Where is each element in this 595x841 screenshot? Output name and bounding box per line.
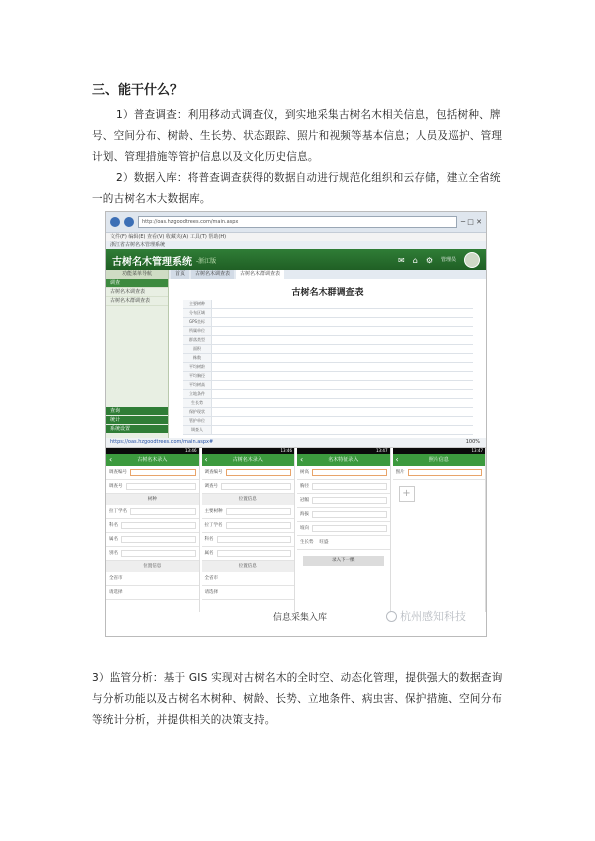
sidebar-item-settings: 系统设置 — [106, 425, 168, 433]
phone-time: 13:47 — [297, 448, 390, 454]
home-icon: ⌂ — [412, 255, 418, 265]
select-field: 全省市 — [202, 572, 295, 586]
phone-time: 13:47 — [393, 448, 486, 454]
phone-screen-3 — [297, 448, 391, 612]
status-url: https://oas.hzgoodtrees.com/main.aspx# — [110, 439, 214, 445]
select-field: 全省市 — [106, 572, 199, 586]
banner-icons — [398, 252, 480, 268]
phone-title: 名木特征录入 — [328, 457, 359, 463]
app-title: 古树名木管理系统 — [112, 256, 192, 268]
phone-title: 古树名木录入 — [232, 457, 263, 463]
mail-icon: ✉ — [398, 255, 405, 265]
phone-title: 照片信息 — [428, 457, 449, 463]
form-row: 管护单位 — [183, 417, 473, 426]
list-item: 树高 — [297, 466, 390, 480]
figure-caption: 信息采集入库 — [273, 613, 328, 623]
zoom-level: 100% — [465, 439, 480, 445]
main-tabs — [169, 270, 486, 279]
phone-time: 13:46 — [202, 448, 295, 454]
watermark-text: 杭州感知科技 — [400, 610, 466, 623]
app-body — [106, 270, 486, 438]
section-header: 树种 — [106, 494, 199, 505]
form-row: 面积 — [183, 345, 473, 354]
list-item: 拉丁学名 — [202, 519, 295, 533]
form-row: 生长势 — [183, 399, 473, 408]
list-item: 拉丁学名 — [106, 505, 199, 519]
select-field: 请选择 — [106, 586, 199, 600]
paragraph-survey: 1）普查调查：利用移动式调查仪，到实地采集古树名木相关信息，包括树种、牌号、空间分布、树龄、生长势、状态跟踪、照片和视频等基本信息；人员及巡护、管理计划、管理措施等管护信息以及文化历史信息。 — [92, 109, 503, 163]
phone-screen-2 — [202, 448, 296, 612]
list-item: 胸径 — [297, 480, 390, 494]
window-controls-icon: ─ □ ✕ — [460, 218, 482, 226]
form-row: 调查人 — [183, 426, 473, 435]
list-item: 冠幅 — [297, 494, 390, 508]
form-row: 主要树种 — [183, 300, 473, 309]
form-row: 所属单位 — [183, 327, 473, 336]
phone-screen-4 — [393, 448, 487, 612]
app-subtitle: -浙江版 — [196, 257, 217, 265]
back-icon: ‹ — [300, 455, 304, 464]
section-header: 位置信息 — [106, 561, 199, 572]
mobile-screens — [106, 448, 486, 612]
list-item: 主要树种 — [202, 505, 295, 519]
tab-home: 首页 — [171, 270, 189, 279]
browser-status-bar — [106, 438, 486, 447]
paragraph-monitoring: 3）监管分析：基于 GIS 实现对古树名木的全时空、动态化管理，提供强大的数据查询与分析功能以及古树名木树种、树龄、长势、立地条件、病虫害、保护措施、空间分布等统计分析，并提供相关的决策支持。 — [92, 672, 503, 726]
section-heading: 三、能干什么？ — [92, 83, 184, 98]
gear-icon: ⚙ — [425, 255, 433, 265]
sidebar — [106, 270, 169, 438]
list-item: 生长势 旺盛 — [297, 536, 390, 550]
form-row: 株数 — [183, 354, 473, 363]
forward-icon — [124, 217, 134, 227]
browser-toolbar — [106, 212, 486, 233]
browser-menu: 文件(F) 编辑(E) 查看(V) 收藏夹(A) 工具(T) 帮助(H) — [106, 233, 486, 241]
phone-header — [106, 454, 199, 466]
main-panel — [169, 270, 486, 438]
form-title: 古树名木群调查表 — [291, 288, 364, 298]
user-name: 管理员 — [440, 257, 456, 263]
tab-tree-survey: 古树名木调查表 — [191, 270, 234, 279]
list-item: 调查号 — [106, 480, 199, 494]
growth-select: 旺盛 — [319, 540, 329, 545]
list-item: 坡向 — [297, 522, 390, 536]
sidebar-item-statistics: 统计 — [106, 416, 168, 424]
list-item: 调查编号 — [202, 466, 295, 480]
browser-tab: 浙江省古树名木管理系统 — [106, 241, 486, 249]
form-row: 分布区域 — [183, 309, 473, 318]
back-icon: ‹ — [109, 455, 113, 464]
form-row: 保护现状 — [183, 408, 473, 417]
form-row: GPS坐标 — [183, 318, 473, 327]
phone-header — [393, 454, 486, 466]
list-item: 属名 — [202, 547, 295, 561]
paragraph-data-storage: 2）数据入库：将普查调查获得的数据自动进行规范化组织和云存储，建立全省统一的古树名木大数据库。 — [92, 172, 501, 205]
form-row: 立地条件 — [183, 390, 473, 399]
next-record-button: 录入下一棵 — [303, 556, 384, 566]
watermark-logo-icon — [386, 611, 397, 622]
list-item: 图片 — [393, 466, 486, 480]
section-header: 位置信息 — [202, 494, 295, 505]
app-banner — [106, 249, 486, 271]
system-screenshot — [105, 211, 487, 637]
sidebar-head: 功能菜单导航 — [106, 270, 168, 279]
sidebar-item-tree-survey: 古树名木调查表 — [106, 288, 168, 297]
sidebar-item-survey: 调查 — [106, 279, 168, 288]
watermark — [386, 608, 466, 624]
phone-header — [297, 454, 390, 466]
form-row: 平均树龄 — [183, 363, 473, 372]
add-photo-icon: + — [399, 486, 415, 502]
form-row: 群落类型 — [183, 336, 473, 345]
phone-header — [202, 454, 295, 466]
desktop-window — [106, 212, 486, 448]
back-icon: ‹ — [204, 455, 208, 464]
form-row: 平均胸径 — [183, 372, 473, 381]
avatar — [464, 252, 480, 268]
form-row: 平均树高 — [183, 381, 473, 390]
sidebar-item-query: 查询 — [106, 407, 168, 415]
list-item: 调查编号 — [106, 466, 199, 480]
list-item: 调查号 — [202, 480, 295, 494]
tab-group-survey: 古树名木群调查表 — [236, 270, 284, 279]
list-item: 科名 — [202, 533, 295, 547]
select-field: 请选择 — [202, 586, 295, 600]
survey-form — [183, 300, 473, 430]
phone-screen-1 — [106, 448, 200, 612]
back-icon — [110, 217, 120, 227]
section-header: 位置信息 — [202, 561, 295, 572]
list-item: 科名 — [106, 519, 199, 533]
address-bar: http://oas.hzgoodtrees.com/main.aspx — [138, 216, 457, 228]
phone-time: 13:46 — [106, 448, 199, 454]
list-item: 海拔 — [297, 508, 390, 522]
list-item: 属名 — [106, 533, 199, 547]
list-item: 别名 — [106, 547, 199, 561]
sidebar-item-group-survey: 古树名木群调查表 — [106, 297, 168, 306]
back-icon: ‹ — [395, 455, 399, 464]
phone-title: 古树名木录入 — [137, 457, 168, 463]
